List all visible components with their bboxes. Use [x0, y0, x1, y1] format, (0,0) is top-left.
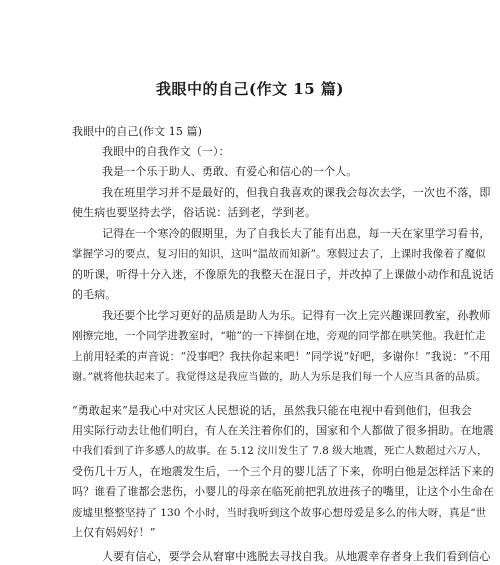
paragraph-line: 记得在一个寒冷的假期里，为了自我长大了能有出息，每一天在家里学习看书， [102, 227, 491, 240]
paragraph-line: 吗？谁看了谁都会悲伤，小婴儿的母亲在临死前把乳放进孩子的嘴里，让这个小生命在 [72, 485, 494, 498]
paragraph-line: 谢。”就将他扶起来了。我觉得这是我应当做的，助人为乐是我们每一个人应当具备的品质。 [72, 371, 487, 383]
paragraph-line: 上前用轻柔的声音说：“没事吧？我扶你起来吧！”同学说“好吧，多谢你！”我说：“不用 [72, 350, 491, 363]
paragraph-line: 的毛病。 [72, 288, 117, 301]
paragraph-line: 废墟里整整坚持了 130 个小时，当时我听到这个故事心想母爱是多么的伟大呀，真是“世 [72, 507, 487, 519]
paragraph-line: 我还要个比学习更好的品质是助人为乐。记得有一次上完兴趣课回教室，孙教师 [102, 309, 491, 322]
paragraph-line: 上仅有妈妈好！” [72, 526, 156, 539]
paragraph-line: 人要有信心，要学会从窘窜中逃脱去寻找自我。从地震幸存者身上我们看到信心 [102, 550, 491, 563]
paragraph-line: 刚擦完地，一个同学进教室时，“啪”的一下摔倒在地，旁观的同学都在哄笑他。我赶忙走 [72, 330, 486, 342]
paragraph-line: 用实际行动去让他们明白，有人在关注着你们的，国家和个人都做了很多捐助。在地震 [72, 424, 494, 437]
paragraph-line: 掌握学习的要点，复习旧的知识，这叫“温故而知新”。寒假过去了，上课时我像着了魔似 [72, 248, 486, 260]
paragraph-line: 我是一个乐于助人、勇敢、有爱心和信心的一个人。 [102, 165, 358, 178]
paragraph-line: 中我们看到了许多感人的故事。在 5.12 汶川发生了 7.8 级大地震，死亡人数超过六万人， [72, 445, 488, 457]
paragraph-line: 使生病也要坚持去学，俗话说：活到老，学到老。 [72, 206, 317, 219]
paragraph-line: 受伤几十万人，在地震发生后，一个三个月的婴儿活了下来，你明白他是怎样活下来的 [72, 465, 494, 478]
paragraph-line: 的听课，听得十分入迷，不像原先的我整天在混日子，并改掉了上课做小动作和乱说话 [72, 268, 494, 281]
essay-heading: 我眼中的自我作文（一）： [102, 145, 230, 158]
paragraph-line: 我在班里学习并不是最好的，但我自我喜欢的课我会每次去学，一次也不落，即 [102, 186, 491, 199]
document-title: 我眼中的自己(作文 15 篇) [155, 80, 344, 98]
paragraph-line: “勇敢起来”是我心中对灾区人民想说的话，虽然我只能在电视中看到他们，但我会 [72, 404, 472, 417]
document-subtitle: 我眼中的自己(作文 15 篇) [72, 125, 203, 138]
